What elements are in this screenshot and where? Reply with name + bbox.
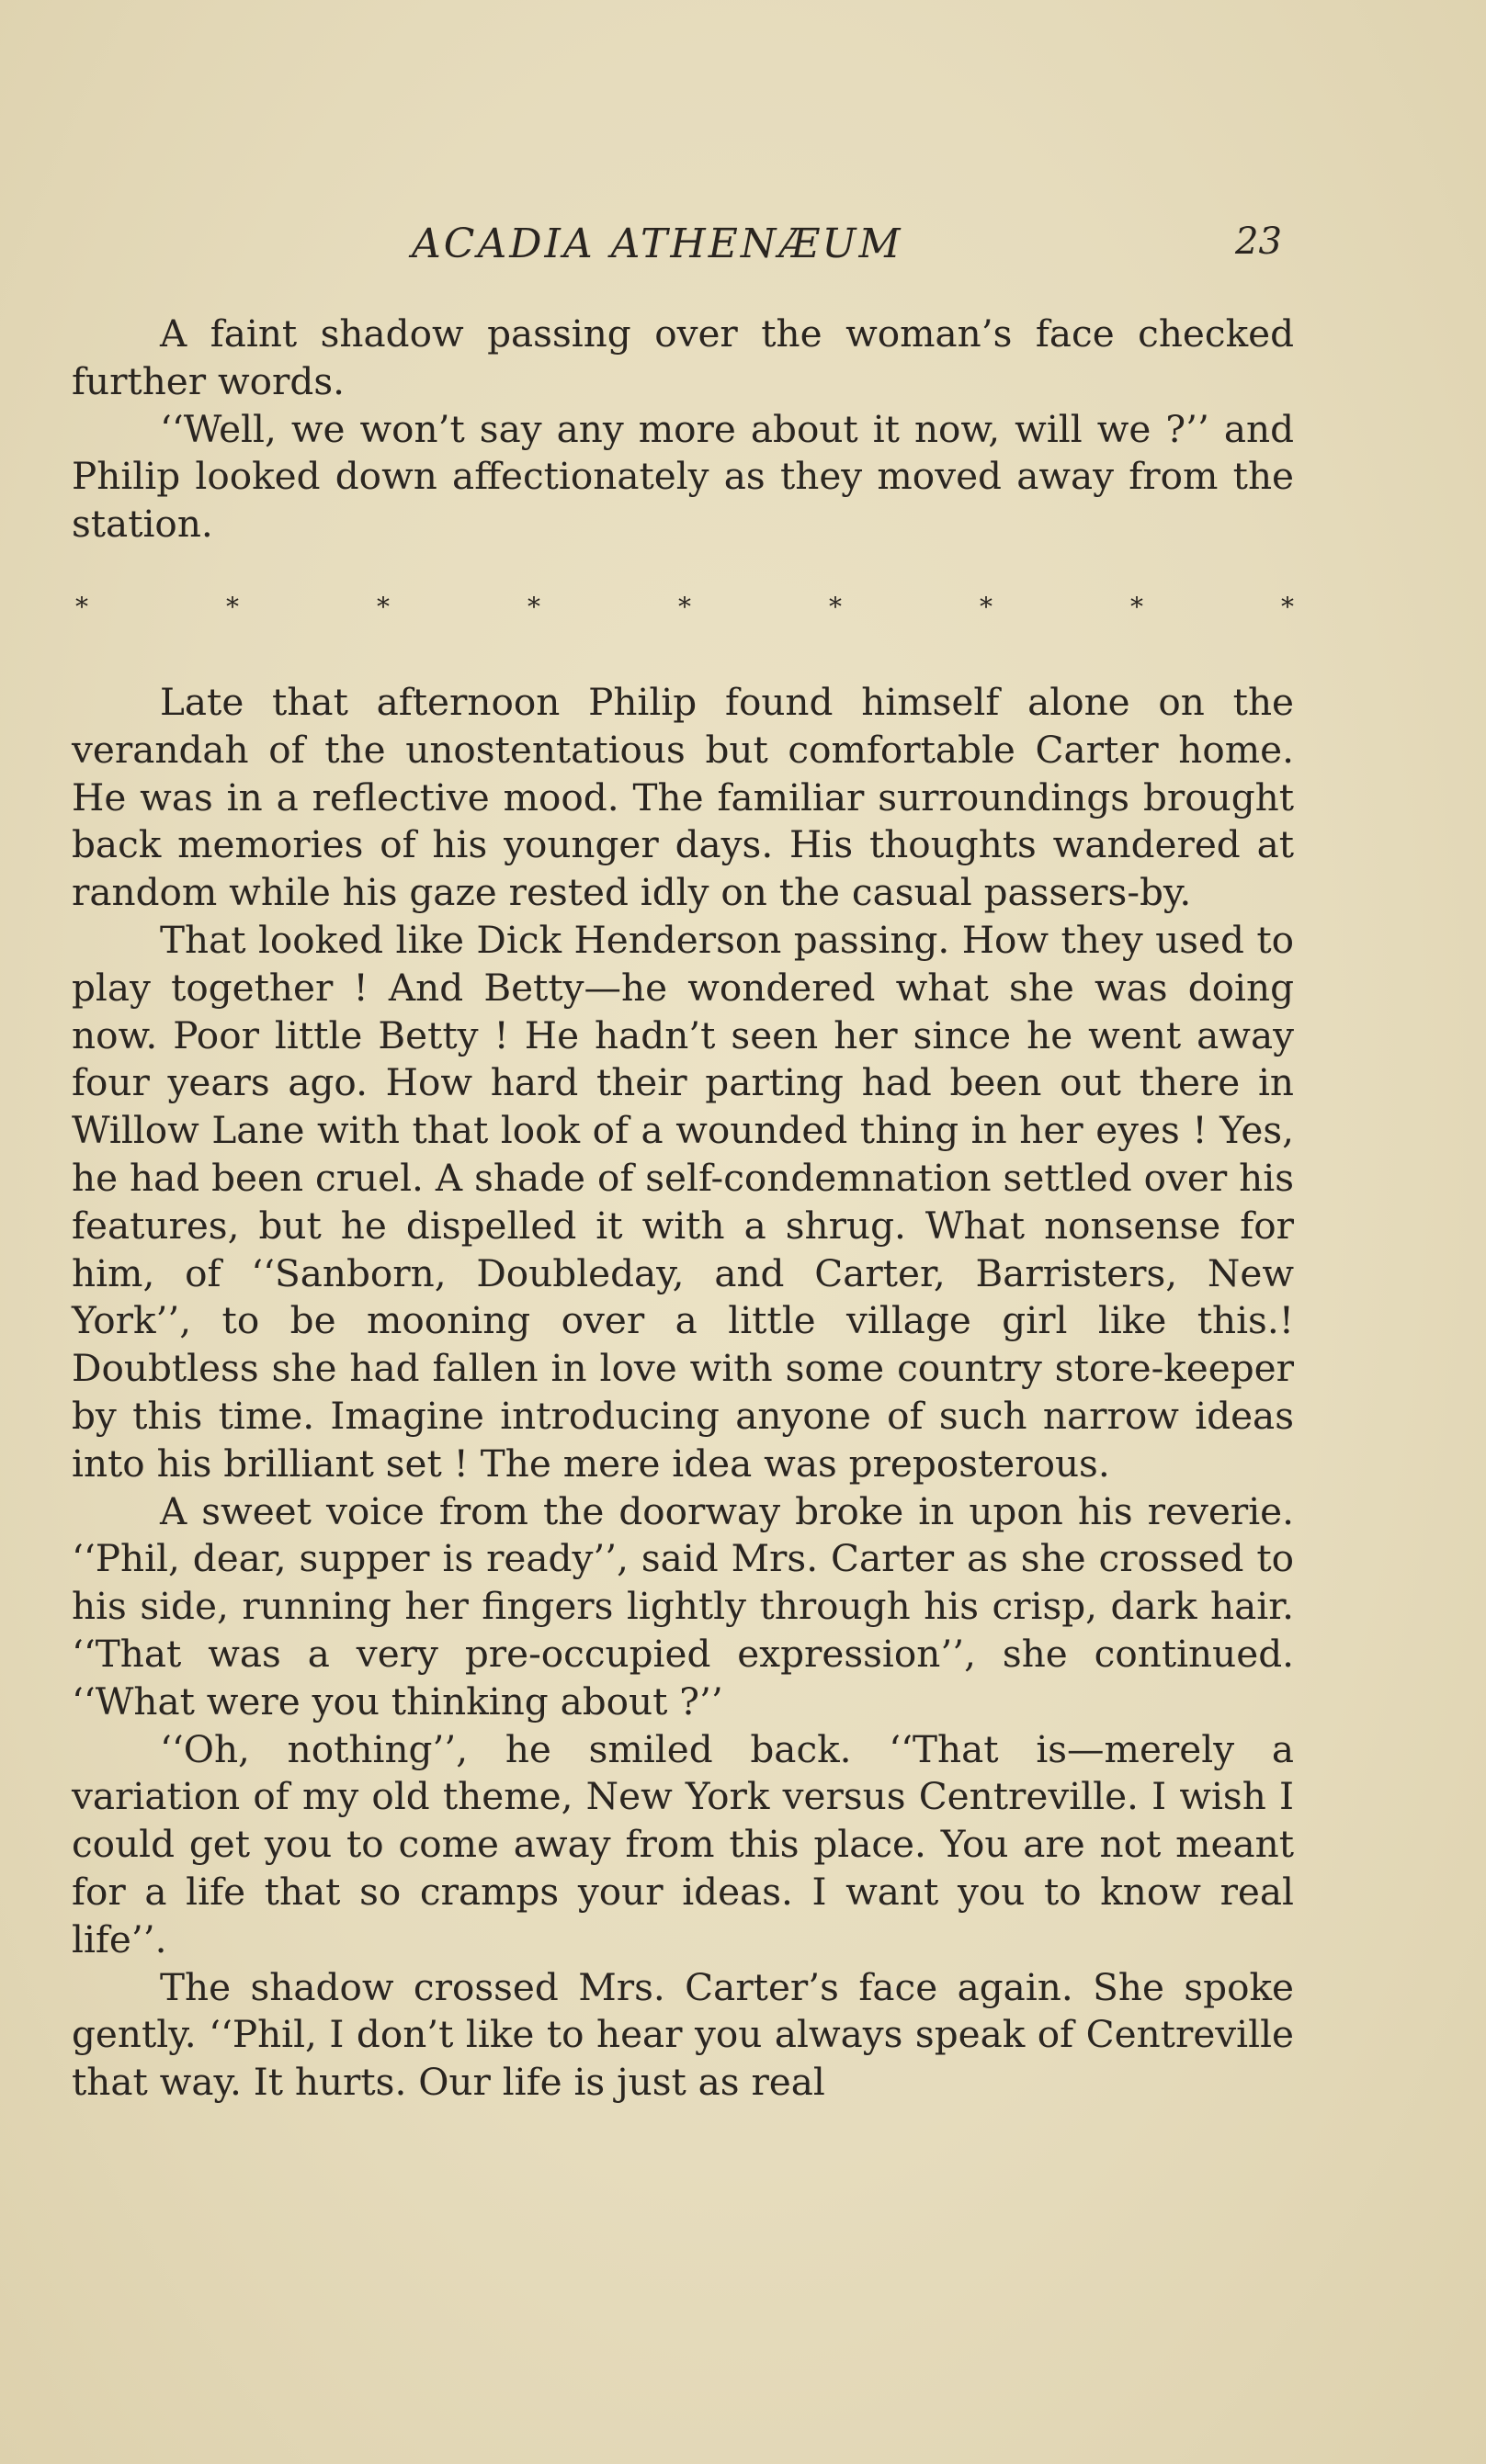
asterisk: * [678, 592, 691, 623]
body-text [72, 311, 1294, 2107]
paragraph: A faint shadow passing over the woman’s face checked further words. [72, 311, 1294, 403]
asterisk: * [527, 592, 540, 623]
paragraph: Late that afternoon Philip found himself alone on the verandah of the unostentatious but comfortable Carter home. He was in a reflective mood. The familiar surroundings brought back memories of his younger days. His thoughts wandered at random while his gaze rested idly on the casual passers-by. [72, 679, 1294, 915]
asterisk: * [377, 592, 390, 623]
page-number: 23 [1235, 220, 1282, 263]
asterisk: * [829, 592, 842, 623]
asterisk: * [1281, 592, 1294, 623]
asterisk: * [226, 592, 239, 623]
paragraph: ‘‘Well, we won’t say any more about it now, will we ?’’ and Philip looked down affectionately as they moved away from the station. [72, 406, 1294, 547]
asterisk: * [1130, 592, 1143, 623]
section-break [75, 580, 1294, 635]
running-title: ACADIA ATHENÆUM [412, 220, 903, 267]
asterisk: * [75, 592, 88, 623]
page-header [0, 220, 1486, 276]
paragraph: The shadow crossed Mrs. Carter’s face again. She spoke gently. ‘‘Phil, I don’t like to hear you always speak of Centreville that way. It hurts. Our life is just as real [72, 1964, 1294, 2105]
paragraph: ‘‘Oh, nothing’’, he smiled back. ‘‘That is—merely a variation of my old theme, New York versus Centreville. I wish I could get you to come away from this place. You are not meant for a life that so cramps your ideas. I want you to know real life’’. [72, 1726, 1294, 1961]
paragraph: A sweet voice from the doorway broke in upon his reverie. ‘‘Phil, dear, supper is ready’’, said Mrs. Carter as she crossed to his side, running her fingers lightly through his crisp, dark hair. ‘‘That was a very pre-occupied expression’’, she continued. ‘‘What were you thinking about ?’’ [72, 1488, 1294, 1724]
asterisk: * [980, 592, 993, 623]
paragraph: That looked like Dick Henderson passing. How they used to play together ! And Betty—he wondered what she was doing now. Poor little Betty ! He hadn’t seen her since he went away four years ago. How hard their parting had been out there in Willow Lane with that look of a wounded thing in her eyes ! Yes, he had been cruel. A shade of self-condemnation settled over his features, but he dispelled it with a shrug. What nonsense for him, of ‘‘Sanborn, Doubleday, and Carter, Barristers, New York’’, to be mooning over a little village girl like this.! Doubtless she had fallen in love with some country store-keeper by this time. Imagine introducing anyone of such narrow ideas into his brilliant set ! The mere idea was preposterous. [72, 917, 1294, 1486]
